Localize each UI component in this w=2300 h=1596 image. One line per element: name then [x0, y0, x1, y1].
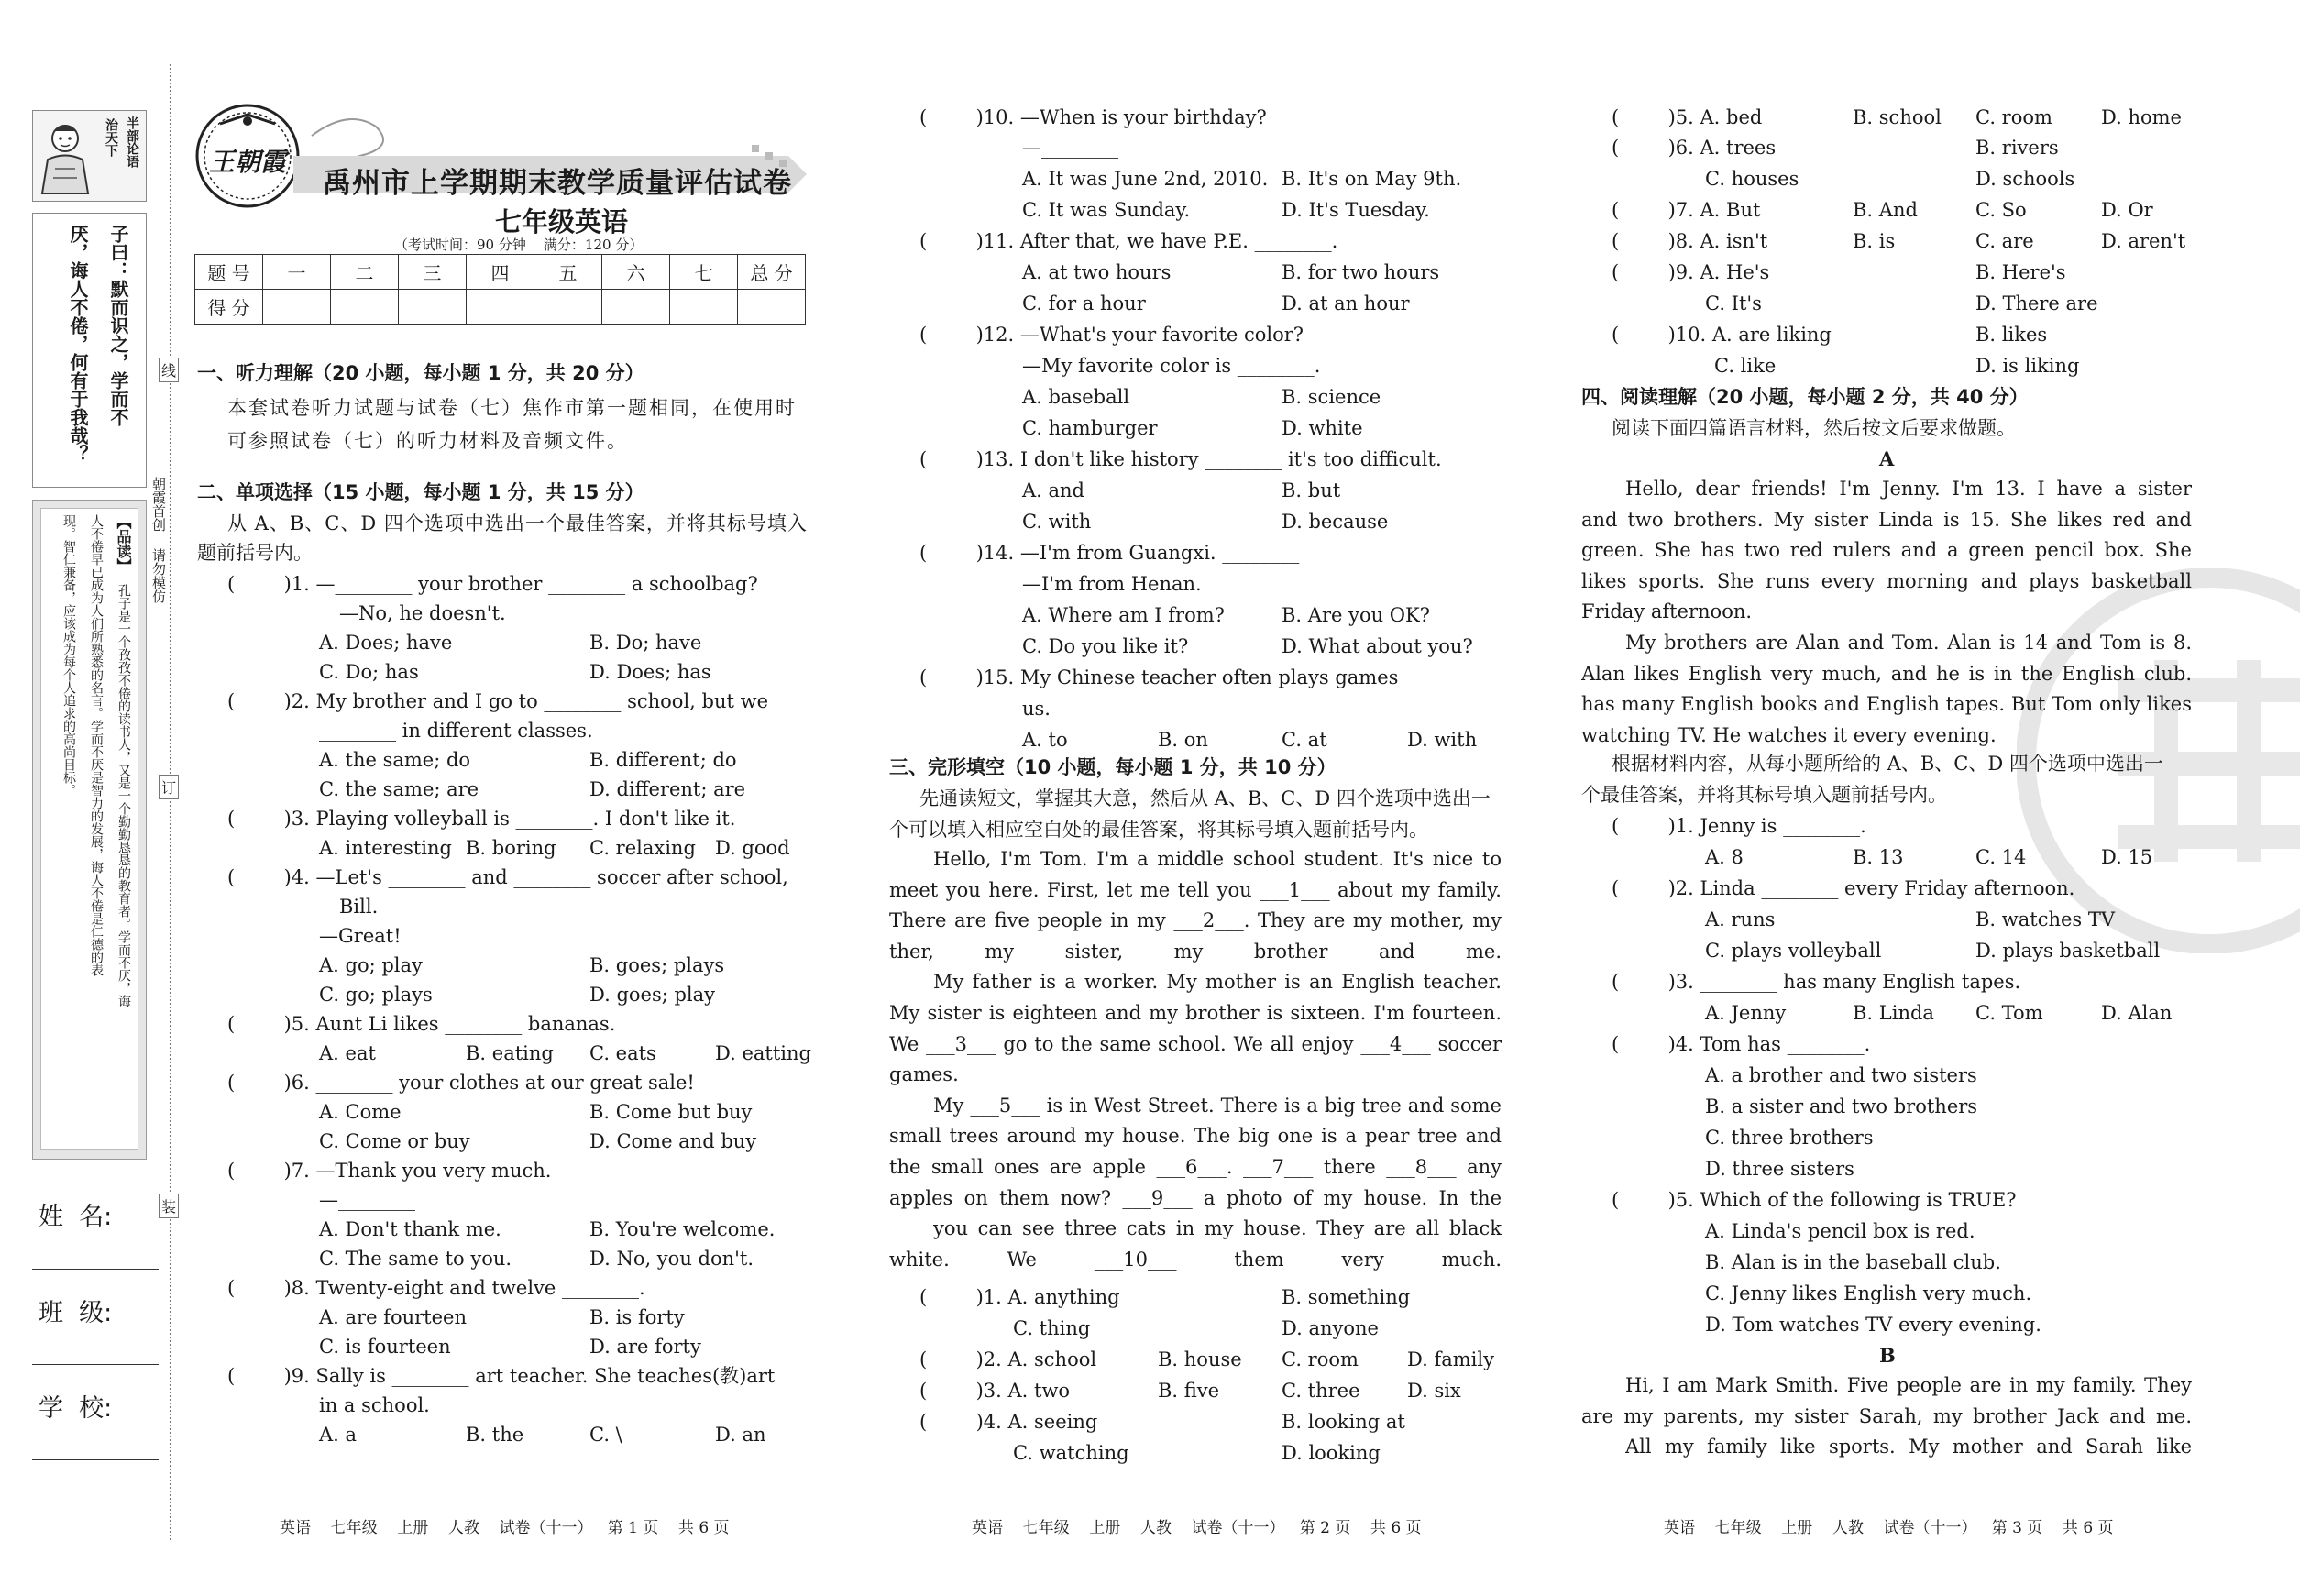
question-line: C. at: [1282, 729, 1327, 751]
question-line: D. eatting: [715, 1042, 811, 1064]
question-line: in a school.: [319, 1394, 430, 1416]
question-line: D. Come and buy: [589, 1130, 757, 1152]
quote-text-col2: 厌，诲人不倦，何有于我哉？: [67, 225, 89, 463]
reading-question-line: A. Jenny: [1705, 1002, 1787, 1024]
sidebar-header-box: [32, 110, 147, 202]
question-line: D. What about you?: [1282, 635, 1473, 657]
question-line: ( )9. Sally is ________ art teacher. She teaches(教)art: [227, 1365, 776, 1387]
reading-question-line: C. 14: [1975, 846, 2027, 868]
reading-question-line: B. watches TV: [1975, 908, 2116, 930]
score-cell[interactable]: [602, 290, 670, 325]
question-line: ( )13. I don't like history ________ it's too difficult.: [919, 448, 1442, 470]
cloze-option-line: D. anyone: [1282, 1317, 1379, 1339]
cloze-option-line: B. likes: [1975, 324, 2048, 346]
passage-line: All my family like sports. My mother and Sarah like: [1625, 1436, 2192, 1458]
question-line: A. baseball: [1022, 386, 1130, 408]
section3-text-2: 个可以填入相应空白处的最佳答案，将其标号填入题前括号内。: [889, 819, 1428, 841]
passage-line: My sister is eighteen and my brother is sixteen. I'm fourteen.: [889, 1002, 1502, 1024]
question-line: A. go; play: [319, 954, 423, 976]
scholar-illustration: [35, 118, 99, 199]
question-line: A. Don't thank me.: [319, 1218, 501, 1240]
question-line: A. and: [1022, 479, 1085, 501]
question-line: ________ in different classes.: [319, 720, 593, 742]
passage-b-label: B: [1879, 1344, 1896, 1367]
question-line: ( )8. Twenty-eight and twelve ________.: [227, 1277, 645, 1299]
question-line: A. Does; have: [319, 632, 453, 654]
cloze-option-line: B. is: [1853, 230, 1896, 252]
cloze-option-line: D. home: [2101, 106, 2182, 128]
cloze-option-line: C. room: [1975, 106, 2052, 128]
question-line: C. hamburger: [1022, 417, 1158, 439]
question-line: B. goes; plays: [589, 954, 725, 976]
reading-question-line: ( )2. Linda ________ every Friday afternoon.: [1612, 877, 2075, 899]
reading-question-line: B. Alan is in the baseball club.: [1705, 1251, 2001, 1273]
question-line: —I'm from Henan.: [1022, 573, 1202, 595]
passage-line: watching TV. He watches it every evening.: [1581, 723, 1997, 746]
reading-instruction-1: 根据材料内容，从每小题所给的 A、B、C、D 四个选项中选出一: [1612, 753, 2163, 775]
passage-line: My father is a worker. My mother is an English teacher.: [933, 971, 1502, 994]
question-line: B. Are you OK?: [1282, 604, 1430, 626]
quote-box: [32, 213, 147, 488]
reading-instruction-2: 个最佳答案，并将其标号填入题前括号内。: [1581, 784, 1947, 806]
score-header-cell: 一: [263, 255, 331, 290]
question-line: A. eat: [319, 1042, 376, 1064]
question-line: ( )7. —Thank you very much.: [227, 1160, 552, 1182]
pindu-text-1: 孔子是一个孜孜不倦的读书人，又是一个勤勤恳恳的教育者。学而不厌，诲: [116, 584, 131, 1007]
cloze-option-line: ( )10. A. are liking: [1612, 324, 1832, 346]
passage-line: My brothers are Alan and Tom. Alan is 14 and Tom is 8.: [1625, 632, 2192, 654]
cloze-option-line: B. house: [1158, 1348, 1242, 1370]
section1-text-1: 本套试卷听力试题与试卷（七）焦作市第一题相同，在使用时: [227, 397, 797, 419]
cloze-option-line: D. is liking: [1975, 355, 2080, 377]
score-header-row: [195, 255, 806, 290]
score-cell[interactable]: [467, 290, 534, 325]
passage-line: My ___5___ is in West Street. There is a big tree and some: [933, 1094, 1502, 1117]
cloze-option-line: B. five: [1158, 1380, 1220, 1402]
reading-question-line: ( )1. Jenny is ________.: [1612, 815, 1866, 837]
question-line: B. different; do: [589, 749, 737, 771]
question-line: C. Come or buy: [319, 1130, 470, 1152]
binding-line: [170, 64, 171, 1540]
score-header-cell: 二: [331, 255, 399, 290]
cloze-option-line: ( )6. A. trees: [1612, 137, 1777, 159]
cloze-option-line: C. So: [1975, 199, 2027, 221]
question-line: ( )14. —I'm from Guangxi. ________: [919, 542, 1300, 564]
question-line: D. are forty: [589, 1336, 701, 1358]
question-line: C. Do you like it?: [1022, 635, 1189, 657]
passage-line: There are five people in my ___2___. They are my mother, my: [889, 909, 1502, 932]
passage-line: green. She has two red rulers and a green pencil box. She: [1581, 539, 2192, 562]
question-line: B. Do; have: [589, 632, 702, 654]
score-row-label: 得 分: [195, 290, 263, 325]
quote-text-col1: 子曰：默而识之，学而不: [107, 225, 129, 426]
score-value-row: [195, 290, 806, 325]
question-line: —________: [1022, 137, 1118, 159]
cloze-option-line: ( )2. A. school: [919, 1348, 1097, 1370]
cloze-option-line: D. schools: [1975, 168, 2075, 190]
cloze-option-line: B. something: [1282, 1286, 1411, 1308]
class-field-label: 班 级:: [39, 1299, 113, 1327]
reading-question-line: A. Linda's pencil box is red.: [1705, 1220, 1975, 1242]
question-line: D. No, you don't.: [589, 1248, 754, 1270]
question-line: D. Does; has: [589, 661, 711, 683]
cloze-option-line: D. There are: [1975, 292, 2098, 314]
passage-line: Friday afternoon.: [1581, 600, 1753, 623]
passage-line: Hello, I'm Tom. I'm a middle school student. It's nice to: [933, 848, 1502, 870]
cloze-option-line: C. watching: [1013, 1442, 1129, 1464]
cloze-option-line: D. Or: [2101, 199, 2153, 221]
score-cell[interactable]: [738, 290, 806, 325]
question-line: A. It was June 2nd, 2010.: [1022, 168, 1269, 190]
score-header-cell: 七: [670, 255, 738, 290]
pindu-title: 【品读】: [115, 514, 132, 573]
passage-line: Hi, I am Mark Smith. Five people are in my family. They: [1625, 1374, 2192, 1396]
passage-line: Hello, dear friends! I'm Jenny. I'm 13. I have a sister: [1625, 478, 2192, 500]
cloze-option-line: B. school: [1853, 106, 1942, 128]
question-line: ( )11. After that, we have P.E. ________.: [919, 230, 1338, 252]
cloze-option-line: ( )8. A. isn't: [1612, 230, 1768, 252]
cloze-option-line: C. are: [1975, 230, 2034, 252]
reading-question-line: C. Tom: [1975, 1002, 2043, 1024]
score-header-cell: 四: [467, 255, 534, 290]
binding-label-bind: 订: [159, 775, 179, 799]
cloze-option-line: D. six: [1407, 1380, 1461, 1402]
question-line: D. It's Tuesday.: [1282, 199, 1430, 221]
cloze-option-line: B. And: [1853, 199, 1918, 221]
reading-question-line: B. 13: [1853, 846, 1904, 868]
section2-text-1: 从 A、B、C、D 四个选项中选出一个最佳答案，并将其标号填入: [227, 512, 808, 534]
logo-text: 王朝霞: [208, 147, 286, 177]
section3-text-1: 先通读短文，掌握其大意，然后从 A、B、C、D 四个选项中选出一: [919, 787, 1491, 809]
passage-line: has many English books and English tapes. But Tom only likes: [1581, 693, 2192, 716]
reading-question-line: B. a sister and two brothers: [1705, 1095, 1978, 1117]
question-line: A. at two hours: [1022, 261, 1172, 283]
cloze-option-line: B. looking at: [1282, 1411, 1405, 1433]
cloze-option-line: C. like: [1714, 355, 1777, 377]
cloze-option-line: ( )4. A. seeing: [919, 1411, 1098, 1433]
question-line: B. on: [1158, 729, 1208, 751]
passage-line: Alan likes English very much, and he is in the English club.: [1581, 662, 2192, 685]
binding-label-line: 线: [159, 358, 179, 382]
passage-a-label: A: [1879, 447, 1895, 470]
cloze-option-line: C. houses: [1705, 168, 1799, 190]
question-line: C. It was Sunday.: [1022, 199, 1191, 221]
passage-line: and two brothers. My sister Linda is 15. She likes red and: [1581, 508, 2192, 531]
question-line: D. white: [1282, 417, 1363, 439]
question-line: ( )1. —________ your brother ________ a schoolbag?: [227, 573, 758, 595]
question-line: C. \: [589, 1424, 622, 1446]
school-field-line[interactable]: [32, 1459, 159, 1460]
question-line: B. boring: [466, 837, 556, 859]
reading-question-line: ( )5. Which of the following is TRUE?: [1612, 1189, 2017, 1211]
question-line: Bill.: [339, 896, 379, 918]
passage-line: small trees around my house. The big one is a pear tree and: [889, 1125, 1502, 1148]
question-line: A. the same; do: [319, 749, 471, 771]
question-line: D. different; are: [589, 778, 746, 800]
school-field-label: 学 校:: [39, 1394, 113, 1423]
question-line: A. to: [1022, 729, 1068, 751]
passage-line: ther, my sister, my brother and me.: [889, 940, 1502, 963]
question-line: D. because: [1282, 511, 1389, 533]
question-line: ( )10. —When is your birthday?: [919, 106, 1267, 128]
reading-question-line: C. Jenny likes English very much.: [1705, 1282, 2032, 1304]
score-header-cell: 六: [602, 255, 670, 290]
question-line: B. You're welcome.: [589, 1218, 776, 1240]
question-line: D. goes; play: [589, 984, 716, 1006]
question-line: ( )15. My Chinese teacher often plays games ________: [919, 666, 1482, 688]
pindu-text-2: 人不倦早已成为人们所熟悉的名言。学而不厌是智力的发展，诲人不倦是仁德的表: [89, 514, 104, 976]
question-line: A. Where am I from?: [1022, 604, 1225, 626]
passage-line: the small ones are apple ___6___. ___7___ there ___8___ any: [889, 1156, 1502, 1178]
cloze-option-line: B. rivers: [1975, 137, 2059, 159]
passage-line: We ___3___ go to the same school. We all enjoy ___4___ soccer: [889, 1032, 1502, 1055]
question-line: C. for a hour: [1022, 292, 1146, 314]
reading-question-line: A. runs: [1705, 908, 1776, 930]
sidebar-header-vertical-right: 治天下: [104, 118, 118, 157]
cloze-option-line: D. looking: [1282, 1442, 1381, 1464]
reading-question-line: C. plays volleyball: [1705, 940, 1882, 962]
cloze-option-line: ( )7. A. But: [1612, 199, 1761, 221]
score-header-cell: 题 号: [195, 255, 263, 290]
reading-question-line: D. 15: [2101, 846, 2153, 868]
section2-text-2: 题前括号内。: [197, 542, 313, 564]
section1-text-2: 可参照试卷（七）的听力材料及音频文件。: [227, 430, 628, 452]
reading-question-line: B. Linda: [1853, 1002, 1934, 1024]
question-line: B. eating: [466, 1042, 554, 1064]
cloze-option-line: C. thing: [1013, 1317, 1091, 1339]
section3-title: 三、完形填空（10 小题，每小题 1 分，共 10 分）: [889, 756, 1337, 778]
question-line: A. Come: [319, 1101, 402, 1123]
question-line: us.: [1022, 698, 1051, 720]
question-line: B. for two hours: [1282, 261, 1440, 283]
passage-line: likes sports. She runs every morning and plays basketball: [1581, 569, 2192, 592]
section2-title: 二、单项选择（15 小题，每小题 1 分，共 15 分）: [197, 481, 644, 503]
cloze-option-line: C. It's: [1705, 292, 1762, 314]
score-header-cell: 三: [399, 255, 467, 290]
cloze-option-line: B. Here's: [1975, 261, 2066, 283]
question-line: C. The same to you.: [319, 1248, 512, 1270]
score-table: [194, 254, 806, 325]
cloze-option-line: D. aren't: [2101, 230, 2186, 252]
reading-question-line: D. Alan: [2101, 1002, 2173, 1024]
passage-line: meet you here. First, let me tell you ___1___ about my family.: [889, 878, 1502, 901]
name-field-line[interactable]: [32, 1269, 159, 1270]
binding-label-pack: 装: [159, 1194, 179, 1218]
page1-footer: 英语 七年级 上册 人教 试卷（十一） 第 1 页 共 6 页: [280, 1519, 730, 1537]
reading-question-line: D. Tom watches TV every evening.: [1705, 1314, 2041, 1336]
question-line: B. but: [1282, 479, 1341, 501]
pindu-box: [32, 500, 147, 1160]
section1-title: 一、听力理解（20 小题，每小题 1 分，共 20 分）: [197, 362, 644, 384]
passage-line: are my parents, my sister Sarah, my brother Jack and me.: [1581, 1404, 2192, 1427]
question-line: C. eats: [589, 1042, 656, 1064]
question-line: C. with: [1022, 511, 1092, 533]
question-line: —________: [319, 1189, 415, 1211]
question-line: ( )2. My brother and I go to ________ school, but we: [227, 690, 768, 712]
score-cell[interactable]: [331, 290, 399, 325]
passage-line: apples on them now? ___9___ a photo of my house. In the: [889, 1186, 1502, 1209]
question-line: ( )12. —What's your favorite color?: [919, 324, 1304, 346]
question-line: A. a: [319, 1424, 358, 1446]
question-line: C. relaxing: [589, 837, 696, 859]
section4-text: 阅读下面四篇语言材料，然后按文后要求做题。: [1612, 417, 2016, 439]
pindu-text-3: 现。智仁兼备，应该成为每个人追求的高尚目标。: [61, 514, 76, 797]
cloze-option-line: ( )1. A. anything: [919, 1286, 1120, 1308]
score-cell[interactable]: [670, 290, 738, 325]
question-line: ( )3. Playing volleyball is ________. I don't like it.: [227, 808, 736, 830]
question-line: B. is forty: [589, 1306, 685, 1328]
cloze-option-line: ( )3. A. two: [919, 1380, 1071, 1402]
question-line: B. It's on May 9th.: [1282, 168, 1462, 190]
question-line: C. is fourteen: [319, 1336, 451, 1358]
reading-question-line: ( )4. Tom has ________.: [1612, 1033, 1871, 1055]
question-line: —No, he doesn't.: [339, 602, 506, 624]
question-line: A. are fourteen: [319, 1306, 467, 1328]
name-field-label: 姓 名:: [39, 1203, 113, 1231]
question-line: B. science: [1282, 386, 1381, 408]
class-field-line[interactable]: [32, 1364, 159, 1365]
question-line: D. good: [715, 837, 790, 859]
cloze-option-line: C. room: [1282, 1348, 1359, 1370]
page3-footer: 英语 七年级 上册 人教 试卷（十一） 第 3 页 共 6 页: [1664, 1519, 2114, 1537]
brand-notice: 朝霞首创 请勿模仿: [150, 477, 167, 603]
sidebar-header-vertical-left: 半部论语: [125, 116, 139, 168]
exam-subtitle: 七年级英语: [495, 206, 629, 237]
reading-question-line: D. three sisters: [1705, 1158, 1854, 1180]
question-line: ( )4. —Let's ________ and ________ soccer after school,: [227, 866, 788, 888]
reading-question-line: C. three brothers: [1705, 1127, 1874, 1149]
reading-question-line: A. a brother and two sisters: [1705, 1064, 1977, 1086]
passage-line: you can see three cats in my house. They are all black: [933, 1217, 1502, 1240]
score-header-cell: 五: [534, 255, 602, 290]
question-line: D. an: [715, 1424, 766, 1446]
question-line: ( )5. Aunt Li likes ________ bananas.: [227, 1013, 616, 1035]
section4-title: 四、阅读理解（20 小题，每小题 2 分，共 40 分）: [1581, 386, 2029, 408]
exam-info: （考试时间：90 分钟 满分：120 分）: [394, 237, 644, 253]
score-cell[interactable]: [263, 290, 331, 325]
question-line: B. the: [466, 1424, 524, 1446]
question-line: A. interesting: [319, 837, 452, 859]
question-line: —Great!: [319, 925, 402, 947]
score-header-cell: 总 分: [738, 255, 806, 290]
question-line: D. at an hour: [1282, 292, 1410, 314]
score-cell[interactable]: [399, 290, 467, 325]
question-line: B. Come but buy: [589, 1101, 753, 1123]
reading-question-line: A. 8: [1705, 846, 1744, 868]
score-cell[interactable]: [534, 290, 602, 325]
cloze-option-line: D. family: [1407, 1348, 1494, 1370]
question-line: —My favorite color is ________.: [1022, 355, 1321, 377]
reading-question-line: D. plays basketball: [1975, 940, 2161, 962]
question-line: C. the same; are: [319, 778, 479, 800]
question-line: C. Do; has: [319, 661, 419, 683]
reading-question-line: ( )3. ________ has many English tapes.: [1612, 971, 2021, 993]
passage-line: games.: [889, 1063, 959, 1086]
question-line: C. go; plays: [319, 984, 433, 1006]
cloze-option-line: ( )9. A. He's: [1612, 261, 1770, 283]
page2-footer: 英语 七年级 上册 人教 试卷（十一） 第 2 页 共 6 页: [972, 1519, 1422, 1537]
question-line: ( )6. ________ your clothes at our great sale!: [227, 1072, 695, 1094]
cloze-option-line: C. three: [1282, 1380, 1360, 1402]
exam-title: 禹州市上学期期末教学质量评估试卷: [323, 167, 792, 200]
passage-line: white. We ___10___ them very much.: [889, 1248, 1502, 1271]
question-line: D. with: [1407, 729, 1478, 751]
cloze-option-line: ( )5. A. bed: [1612, 106, 1763, 128]
